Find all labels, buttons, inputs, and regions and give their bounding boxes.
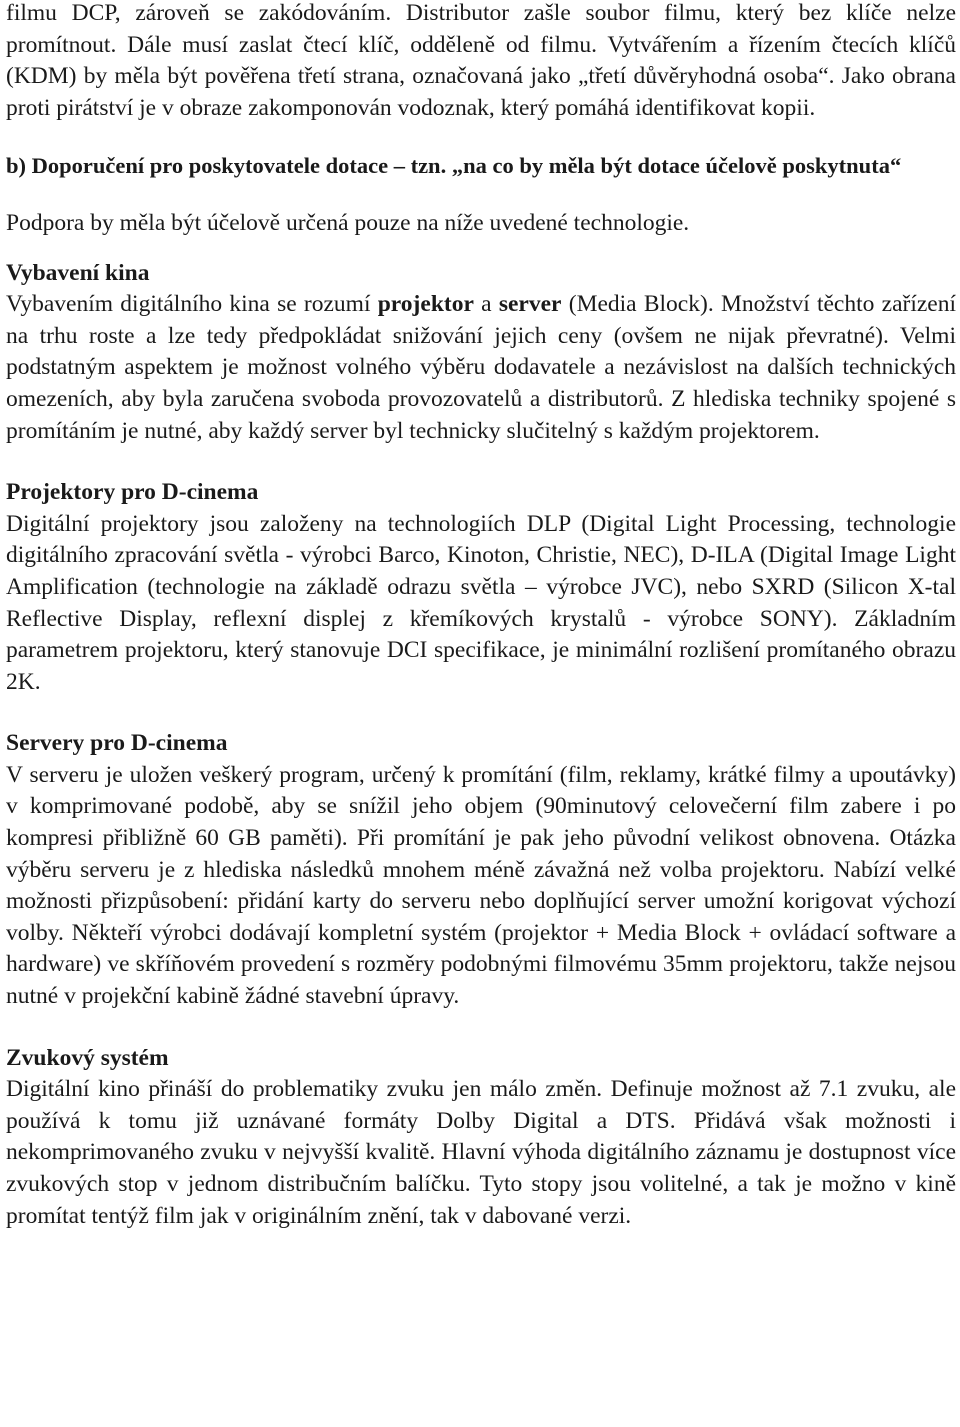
projektory-paragraph: Digitální projektory jsou založeny na technologiích DLP (Digital Light Processing, technologie digitálního zpracování světla - výrobci Barco, Kinoton, Christie, NEC), D-ILA (Digital Image Light Amplification (technologie na základě odrazu světla – výrobce JVC), nebo SXRD (Silicon X-tal Reflective Display, reflexní displej z křemíkových krystalů - výrobce SONY). Základním parametrem projektoru, který stanovuje DCI specifikace, je minimální rozlišení promítaného obrazu 2K. [6, 510, 956, 695]
section-b-heading: b) Doporučení pro poskytovatele dotace – tzn. „na co by měla být dotace účelově poskytnuta“ [6, 153, 902, 179]
server-term: server [498, 291, 562, 318]
intro-paragraph: filmu DCP, zároveň se zakódováním. Distributor zašle soubor filmu, který bez klíče nelze promítnout. Dále musí zaslat čtecí klíč, odděleně od filmu. Vytvářením a řízením čtecích klíčů (KDM) by měla být pověřena třetí strana, označovaná jako „třetí důvěryhodná osoba“. Jako obrana proti pirátství je v obraze zakomponován vodoznak, který pomáhá identifikovat kopii. [6, 0, 956, 121]
vybaveni-heading: Vybavení kina [6, 259, 150, 286]
projektor-term: projektor [377, 291, 474, 318]
vybaveni-paragraph [6, 289, 956, 447]
projektory-heading: Projektory pro D-cinema [6, 479, 259, 506]
zvuk-heading: Zvukový systém [6, 1044, 169, 1071]
vybaveni-text-1: Vybavením digitálního kina se rozumí [6, 291, 378, 318]
zvuk-paragraph: Digitální kino přináší do problematiky zvuku jen málo změn. Definuje možnost až 7.1 zvuku, ale používá k tomu již uznávané formáty Dolby Digital a DTS. Přidává však možnosti i nekomprimovaného zvuku v nejvyšší kvalitě. Hlavní výhoda digitálního záznamu je dostupnost více zvukových stop v jednom distribučním balíčku. Tyto stopy jsou volitelné, a tak je možno v kině promítat tentýž film jak v originálním znění, tak v dabované verzi. [6, 1076, 956, 1229]
servery-heading: Servery pro D-cinema [6, 730, 228, 757]
vybaveni-text-3: (Media Block). Množství těchto zařízení na trhu roste a lze tedy předpokládat snižování jejich ceny (ovšem ne nijak převratné). Velmi podstatným aspektem je možnost volného výběru dodavatele a nezávislost na dalších technických omezeních, aby byla zaručena svoboda provozovatelů a distributorů. Z hlediska techniky spojené s promítáním je nutné, aby každý server byl technicky slučitelný s každým projektorem. [6, 291, 957, 444]
section-b-paragraph: Podpora by měla být účelově určená pouze na níže uvedené technologie. [6, 209, 690, 236]
vybaveni-text-2: a [473, 291, 499, 318]
servery-paragraph: V serveru je uložen veškerý program, určený k promítání (film, reklamy, krátké filmy a upoutávky) v komprimované podobě, aby se snížil jeho objem (90minutový celovečerní film zabere i po kompresi přibližně 60 GB paměti). Při promítání je pak jeho původní velikost obnovena. Otázka výběru serveru je z hlediska následků mnohem méně závažná než volba projektoru. Nabízí velké možnosti přizpůsobení: přidání karty do serveru nebo doplňující server umožní korigovat výchozí volby. Někteří výrobci dodávají kompletní systém (projektor + Media Block + ovládací software a hardware) ve skříňovém provedení s rozměry podobnými filmovému 35mm projektoru, takže nejsou nutné v projekční kabině žádné stavební úpravy. [6, 761, 956, 1010]
